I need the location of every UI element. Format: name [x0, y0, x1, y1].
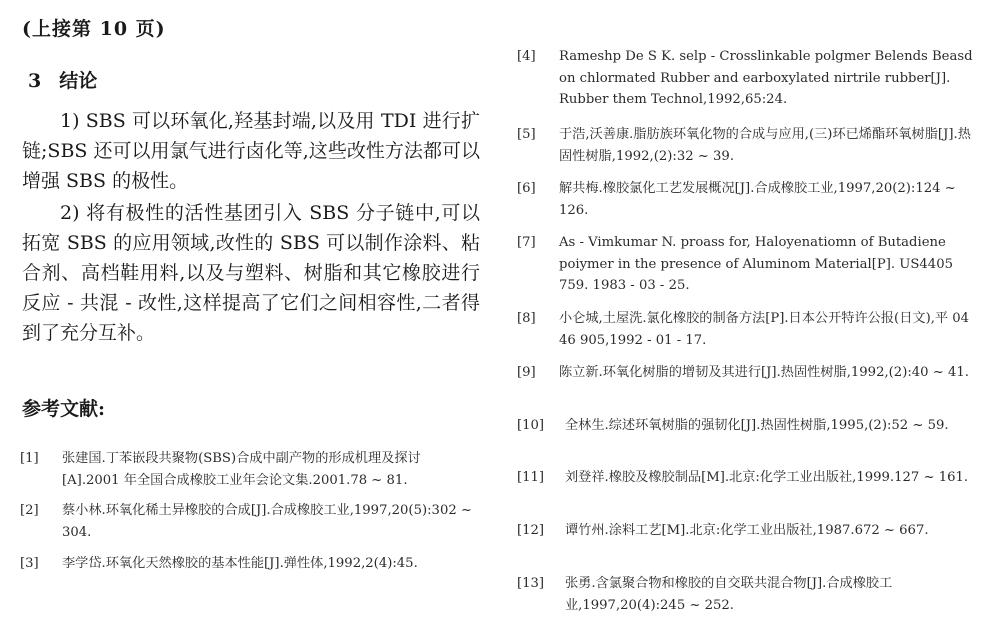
section-number: 3	[28, 70, 42, 92]
reference-text: 于浩,沃善康.脂肪族环氧化物的合成与应用,(三)环已烯酯环氧树脂[J].热固性树脂,1992,(2):32 ~ 39.	[559, 127, 971, 164]
reference-item	[517, 308, 979, 351]
conclusion-paragraph-2: 2) 将有极性的活性基团引入 SBS 分子链中,可以拓宽 SBS 的应用领域,改性的 SBS 可以制作涂料、粘合剂、高档鞋用料,以及与塑料、树脂和其它橡胶进行反应 - 共混 - 改性,这样提高了它们之间相容性,二者得到了充分互补。	[22, 202, 480, 344]
reference-item	[517, 362, 979, 384]
reference-text: 蔡小林.环氧化稀土异橡胶的合成[J].合成橡胶工业,1997,20(5):302 ~ 304.	[62, 503, 472, 540]
reference-item	[517, 573, 979, 616]
reference-label: [5]	[517, 127, 536, 142]
reference-text: 全林生.综述环氧树脂的强韧化[J].热固性树脂,1995,(2):52 ~ 59.	[565, 418, 949, 433]
section-title: 结论	[59, 70, 98, 92]
reference-label: [1]	[20, 451, 39, 466]
continuation-note: (上接第 10 页)	[22, 18, 166, 40]
reference-label: [6]	[517, 181, 536, 196]
reference-item	[517, 520, 979, 542]
conclusion-paragraph-1: 1) SBS 可以环氧化,羟基封端,以及用 TDI 进行扩链;SBS 还可以用氯气进行卤化等,这些改性方法都可以增强 SBS 的极性。	[22, 110, 480, 192]
reference-text: 谭竹州.涂料工艺[M].北京:化学工业出版社,1987.672 ~ 667.	[565, 523, 929, 538]
reference-label: [9]	[517, 365, 536, 380]
reference-item	[20, 448, 476, 491]
reference-label: [10]	[517, 418, 545, 433]
reference-label: [7]	[517, 235, 536, 250]
reference-text: 刘登祥.橡胶及橡胶制品[M].北京:化学工业出版社,1999.127 ~ 161.	[565, 470, 969, 485]
reference-item	[517, 467, 979, 489]
reference-text: 张勇.含氯聚合物和橡胶的自交联共混合物[J].合成橡胶工业,1997,20(4):245 ~ 252.	[565, 576, 893, 613]
reference-text: 张建国.丁苯嵌段共聚物(SBS)合成中副产物的形成机理及探讨[A].2001 年全国合成橡胶工业年会论文集.2001.78 ~ 81.	[62, 451, 421, 488]
reference-label: [11]	[517, 470, 545, 485]
reference-item	[517, 46, 979, 111]
section-heading	[28, 66, 97, 93]
reference-label: [3]	[20, 556, 39, 571]
reference-text: 李学岱.环氧化天然橡胶的基本性能[J].弹性体,1992,2(4):45.	[62, 556, 418, 571]
reference-text: 解共梅.橡胶氯化工艺发展概况[J].合成橡胶工业,1997,20(2):124 ~ 126.	[559, 181, 956, 218]
reference-text: 陈立新.环氧化树脂的增韧及其进行[J].热固性树脂,1992,(2):40 ~ 41.	[559, 365, 969, 380]
reference-item	[517, 232, 979, 297]
reference-item	[20, 500, 476, 543]
reference-label: [12]	[517, 523, 545, 538]
reference-label: [13]	[517, 576, 545, 591]
reference-text: 小仑城,土屋洗.氯化橡胶的制备方法[P].日本公开特许公报(日文),平 04 46 905,1992 - 01 - 17.	[559, 311, 970, 348]
reference-text: As - Vimkumar N. proass for, Haloyenatiomn of Butadiene poiymer in the presence of Aluminom Material[P]. US4405 759. 1983 - 03 - 25.	[559, 235, 953, 293]
reference-item	[517, 124, 979, 167]
reference-item	[20, 553, 476, 575]
reference-label: [8]	[517, 311, 536, 326]
reference-label: [4]	[517, 49, 536, 64]
reference-item	[517, 415, 979, 437]
reference-label: [2]	[20, 503, 39, 518]
references-heading: 参考文献:	[22, 398, 106, 420]
reference-text: Rameshp De S K. selp - Crosslinkable polgmer Belends Beasd on chlormated Rubber and earboxylated nirtrile rubber[J]. Rubber them Technol,1992,65:24.	[559, 49, 973, 107]
reference-item	[517, 178, 979, 221]
